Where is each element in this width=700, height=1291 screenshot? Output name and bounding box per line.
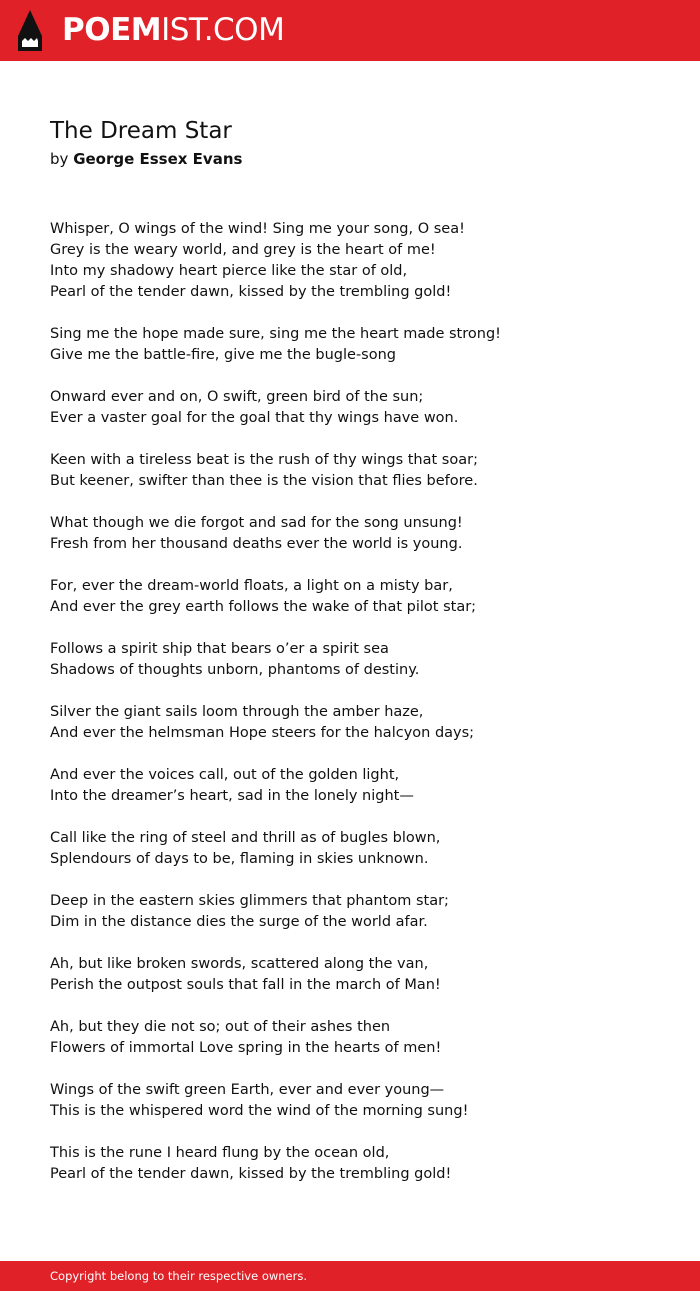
poem-line: Splendours of days to be, flaming in skies unknown. <box>50 851 429 867</box>
stanza <box>50 450 650 492</box>
poem-line: For, ever the dream-world floats, a light on a misty bar, <box>50 578 453 594</box>
poem-line: Ever a vaster goal for the goal that thy wings have won. <box>50 410 459 426</box>
stanza <box>50 1080 650 1122</box>
stanza <box>50 702 650 744</box>
stanza <box>50 765 650 807</box>
poem-line: This is the whispered word the wind of the morning sung! <box>50 1103 469 1119</box>
byline <box>50 149 242 169</box>
poem-line: What though we die forgot and sad for the song unsung! <box>50 515 463 531</box>
site-logo[interactable] <box>62 12 284 48</box>
poem-line: Silver the giant sails loom through the amber haze, <box>50 704 424 720</box>
stanza <box>50 1143 650 1185</box>
poem-title: The Dream Star <box>50 118 232 144</box>
logo-light-text: IST.COM <box>161 12 285 48</box>
poem-line: Into my shadowy heart pierce like the star of old, <box>50 263 408 279</box>
poem-line: And ever the voices call, out of the golden light, <box>50 767 400 783</box>
stanza <box>50 513 650 555</box>
site-header <box>0 0 700 61</box>
poem-line: But keener, swifter than thee is the vision that flies before. <box>50 473 478 489</box>
stanza <box>50 954 650 996</box>
stanza <box>50 1017 650 1059</box>
poem-line: Into the dreamer’s heart, sad in the lonely night— <box>50 788 414 804</box>
poem-line: Whisper, O wings of the wind! Sing me your song, O sea! <box>50 221 465 237</box>
poem-line: Ah, but they die not so; out of their ashes then <box>50 1019 391 1035</box>
poem-line: Shadows of thoughts unborn, phantoms of destiny. <box>50 662 420 678</box>
copyright-text: Copyright belong to their respective owners. <box>50 1269 308 1283</box>
poem-line: Pearl of the tender dawn, kissed by the trembling gold! <box>50 284 452 300</box>
pencil-icon[interactable] <box>18 10 42 51</box>
by-label: by <box>50 150 69 168</box>
stanza <box>50 639 650 681</box>
stanza <box>50 219 650 303</box>
poem-line: Fresh from her thousand deaths ever the world is young. <box>50 536 463 552</box>
author-name: George Essex Evans <box>73 150 243 168</box>
stanza <box>50 324 650 366</box>
poem-line: Wings of the swift green Earth, ever and ever young— <box>50 1082 445 1098</box>
poem-line: Call like the ring of steel and thrill as of bugles blown, <box>50 830 441 846</box>
poem-line: And ever the grey earth follows the wake of that pilot star; <box>50 599 477 615</box>
stanza <box>50 891 650 933</box>
site-footer <box>0 1261 700 1291</box>
poem-line: Ah, but like broken swords, scattered along the van, <box>50 956 429 972</box>
poem-line: This is the rune I heard flung by the ocean old, <box>50 1145 390 1161</box>
stanza <box>50 387 650 429</box>
poem-line: Pearl of the tender dawn, kissed by the trembling gold! <box>50 1166 452 1182</box>
poem-line: Flowers of immortal Love spring in the hearts of men! <box>50 1040 442 1056</box>
stanza <box>50 576 650 618</box>
poem-line: Onward ever and on, O swift, green bird of the sun; <box>50 389 424 405</box>
poem-line: Grey is the weary world, and grey is the heart of me! <box>50 242 436 258</box>
poem-line: Perish the outpost souls that fall in the march of Man! <box>50 977 441 993</box>
poem-line: And ever the helmsman Hope steers for the halcyon days; <box>50 725 475 741</box>
poem-line: Sing me the hope made sure, sing me the heart made strong! <box>50 326 501 342</box>
poem-line: Give me the battle-fire, give me the bugle-song <box>50 347 396 363</box>
poem-line: Deep in the eastern skies glimmers that phantom star; <box>50 893 449 909</box>
logo-bold-text: POEM <box>62 12 162 48</box>
poem-line: Follows a spirit ship that bears o’er a spirit sea <box>50 641 389 657</box>
poem-line: Keen with a tireless beat is the rush of thy wings that soar; <box>50 452 478 468</box>
stanza <box>50 828 650 870</box>
poem-line: Dim in the distance dies the surge of the world afar. <box>50 914 428 930</box>
poem-body <box>50 219 650 1206</box>
